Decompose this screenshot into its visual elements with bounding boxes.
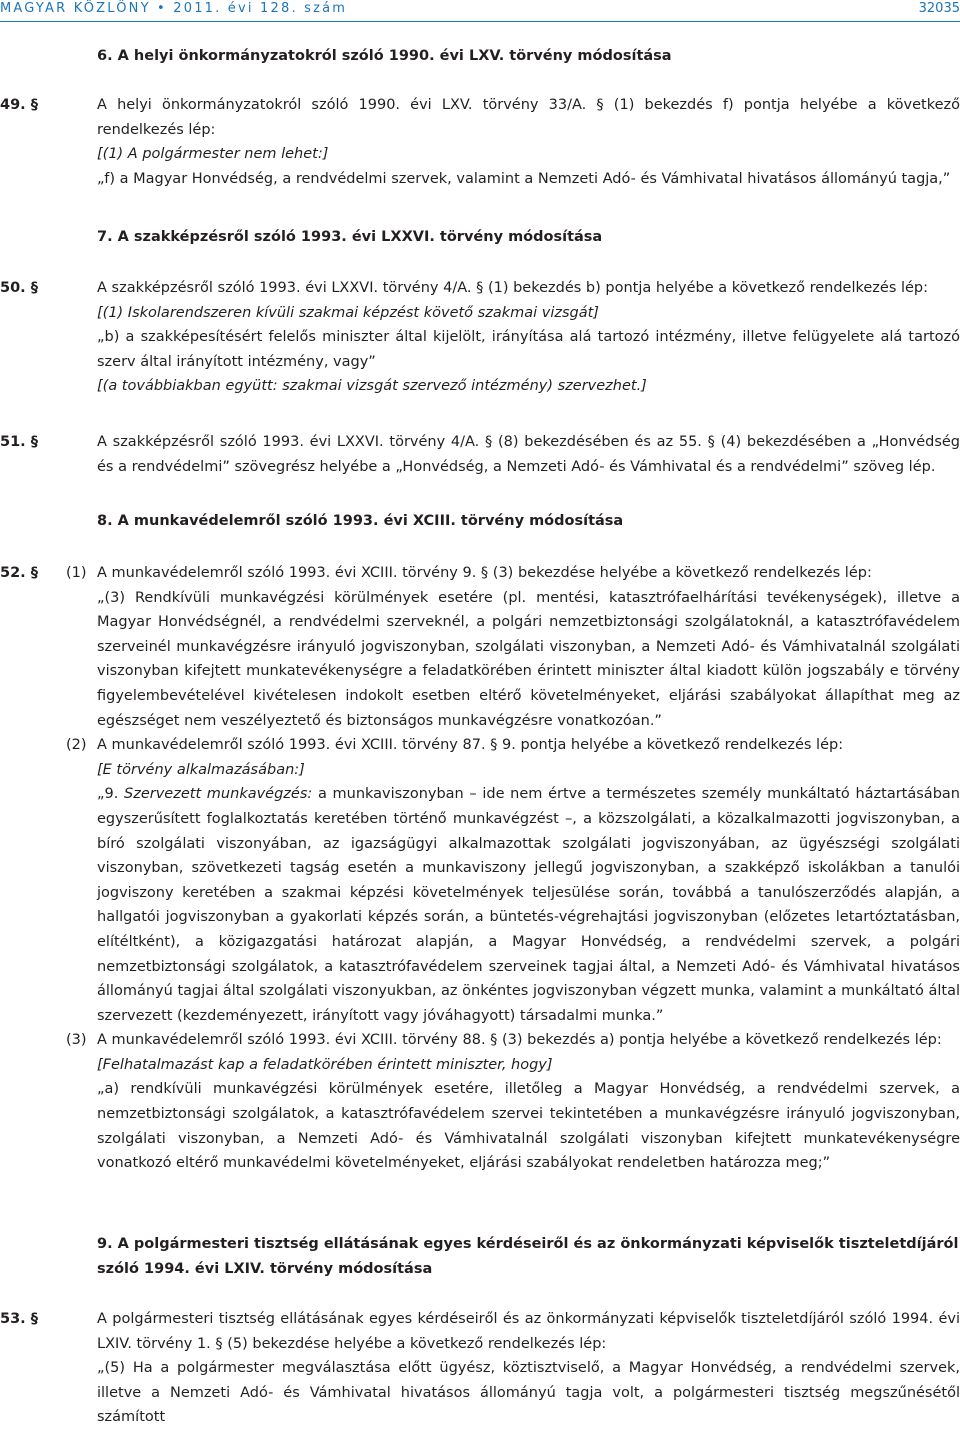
paragraph-text: „(3) Rendkívüli munkavégzési körülmények esetére (pl. mentési, katasztrófaelhárítási tevékenységek), illetve a Magyar Honvédségnél, a rendvédelmi szerveknél, a polgári nemzetbiztonsági szolgálatoknál, a katasztrófavédelem szerveinél munkavégzésre irányuló jogviszonyban, szolgálati viszonyban, a Nemzeti Adó- és Vámhivatalnál szolgálati viszonyban kifejtett munkatevékenységre a feladatkörében érintett miniszter által kiadott külön jogszabály e törvény figyelembevételével kivételesen indokolt esetben eltérő követelményeket, eljárási szabályokat állapíthat meg az egészséget nem veszélyeztető és biztonságos munkavégzésre vonatkozóan.” <box>97 589 960 729</box>
journal-title: MAGYAR KÖZLÖNY • 2011. évi 128. szám <box>0 1 348 16</box>
section-title-9: 9. A polgármesteri tisztség ellátásának egyes kérdéseiről és az önkormányzati képviselők tiszteletdíjáról szóló 1994. évi LXIV. törvény módosítása <box>97 1236 959 1277</box>
defined-term: Szervezett munkavégzés: <box>124 786 313 803</box>
paragraph-49 <box>0 93 960 191</box>
paragraph-body <box>97 276 960 399</box>
paragraph-text: [(1) Iskolarendszeren kívüli szakmai képzést követő szakmai vizsgát] <box>97 304 599 321</box>
section-title-6: 6. A helyi önkormányzatokról szóló 1990. évi LXV. törvény módosítása <box>97 48 672 64</box>
paragraph-53 <box>0 1307 960 1430</box>
paragraph-text: „f) a Magyar Honvédség, a rendvédelmi szervek, valamint a Nemzeti Adó- és Vámhivatal hivatásos állományú tagja,” <box>97 170 951 187</box>
subsection-body <box>97 733 960 1028</box>
subsection-label: (1) <box>66 565 87 581</box>
page-header <box>0 0 960 20</box>
paragraph-text: A szakképzésről szóló 1993. évi LXXVI. törvény 4/A. § (8) bekezdésében és az 55. § (4) bekezdésében a „Honvédség és a rendvédelmi” szövegrész helyébe a „Honvédség, a Nemzeti Adó- és Vámhivatal és a rendvédelmi” szöveg lép. <box>97 434 960 475</box>
section-title-7: 7. A szakképzésről szóló 1993. évi LXXVI. törvény módosítása <box>97 229 603 245</box>
paragraph-text: „a) rendkívüli munkavégzési körülmények esetére, illetőleg a Magyar Honvédség, a rendvédelmi szervek, a nemzetbiztonsági szolgálatok, a katasztrófavédelem szervei tekintetében a munkavégzésre irányuló jogviszonyban, szolgálati viszonyban, a Nemzeti Adó- és Vámhivatalnál szolgálati viszonyban kifejtett munkatevékenységre vonatkozó eltérő munkavédelmi követelményeket, eljárási szabályokat rendeletben határozza meg;” <box>97 1081 960 1172</box>
subsection-1 <box>0 561 960 733</box>
paragraph-number: 53. § <box>0 1311 38 1327</box>
paragraph-body <box>97 1307 960 1430</box>
paragraph-text: A munkavédelemről szóló 1993. évi XCIII. törvény 87. § 9. pontja helyébe a következő rendelkezés lép: <box>97 737 844 754</box>
paragraph-51 <box>0 430 960 479</box>
paragraph-body <box>97 430 960 479</box>
paragraph-text: A szakképzésről szóló 1993. évi LXXVI. törvény 4/A. § (1) bekezdés b) pontja helyébe a következő rendelkezés lép: <box>97 280 929 296</box>
paragraph-number: 51. § <box>0 434 38 450</box>
paragraph-text: [(1) A polgármester nem lehet:] <box>97 146 329 163</box>
paragraph-number: 50. § <box>0 280 38 296</box>
paragraph-text: [Felhatalmazást kap a feladatkörében érintett miniszter, hogy] <box>97 1056 553 1073</box>
paragraph-number: 49. § <box>0 97 38 113</box>
paragraph-text: A munkavédelemről szóló 1993. évi XCIII. törvény 88. § (3) bekezdés a) pontja helyébe a következő rendelkezés lép: <box>97 1032 942 1049</box>
definition-number: „9. <box>97 786 125 803</box>
section-title-8: 8. A munkavédelemről szóló 1993. évi XCIII. törvény módosítása <box>97 513 624 529</box>
subsection-label: (3) <box>66 1032 87 1049</box>
subsection-label: (2) <box>66 737 87 754</box>
definition-text: a munkaviszonyban – ide nem értve a természetes személy munkáltató háztartásában egyszerűsített foglalkoztatás keretében történő munkavégzést –, a közszolgálati, a közalkalmazotti jogviszonyban, a bíró szolgálati viszonyában, az igazságügyi alkalmazottak szolgálati jogviszonyában, az ügyészségi szolgálati viszonyban, szövetkezeti tagság esetén a munkaviszony jellegű jogviszonyban, a szakképző iskolákban a tanulói jogviszony keretében a szakmai képzési követelmények teljesülése során, továbbá a tanulószerződés alapján, a hallgatói jogviszonyban a gyakorlati képzés során, a büntetés-végrehajtási jogviszonyban (előzetes letartóztatásban, elítéltként), a közigazgatási határozat alapján, a Magyar Honvédség, a rendvédelmi szervek, a polgári nemzetbiztonsági szolgálatok, a katasztrófavédelem szerveinek tagjai által, a Nemzeti Adó- és Vámhivatal hivatásos állományú tagjai által szolgálati viszonyukban, az önkéntes jogviszonyban végzett munka, valamint a munkáltató által szervezett (kezdeményezett, irányított vagy jóváhagyott) társadalmi munka.” <box>97 786 960 1024</box>
paragraph-text: „b) a szakképesítésért felelős miniszter által kijelölt, irányítása alá tartozó intézmény, illetve felügyelete alá tartozó szerv által irányított intézmény, vagy” <box>97 329 960 370</box>
paragraph-text: „(5) Ha a polgármester megválasztása előtt ügyész, köztisztviselő, a Magyar Honvédség, a rendvédelmi szervek, illetve a Nemzeti Adó- és Vámhivatal hivatásos állományú tagja volt, a polgármesteri tisztség megszűnésétől számított <box>97 1360 960 1426</box>
subsection-body <box>97 561 960 733</box>
paragraph-text <box>97 782 960 1028</box>
subsection-3 <box>0 1028 960 1176</box>
header-divider <box>0 21 960 22</box>
paragraph-body <box>97 93 960 191</box>
paragraph-text: [(a továbbiakban együtt: szakmai vizsgát szervező intézmény) szervezhet.] <box>97 378 647 395</box>
paragraph-50 <box>0 276 960 399</box>
paragraph-text: A munkavédelemről szóló 1993. évi XCIII. törvény 9. § (3) bekezdése helyébe a következő rendelkezés lép: <box>97 565 872 581</box>
page-number: 32035 <box>918 1 960 16</box>
paragraph-number: 52. § <box>0 565 38 581</box>
paragraph-52 <box>0 561 960 1176</box>
subsection-2 <box>0 733 960 1028</box>
paragraph-text: A polgármesteri tisztség ellátásának egyes kérdéseiről és az önkormányzati képviselők tiszteletdíjáról szóló 1994. évi LXIV. törvény 1. § (5) bekezdése helyébe a következő rendelkezés lép: <box>97 1311 960 1352</box>
paragraph-text: [E törvény alkalmazásában:] <box>97 761 305 778</box>
paragraph-text: A helyi önkormányzatokról szóló 1990. évi LXV. törvény 33/A. § (1) bekezdés f) pontja helyébe a következő rendelkezés lép: <box>97 97 960 138</box>
subsection-body <box>97 1028 960 1176</box>
